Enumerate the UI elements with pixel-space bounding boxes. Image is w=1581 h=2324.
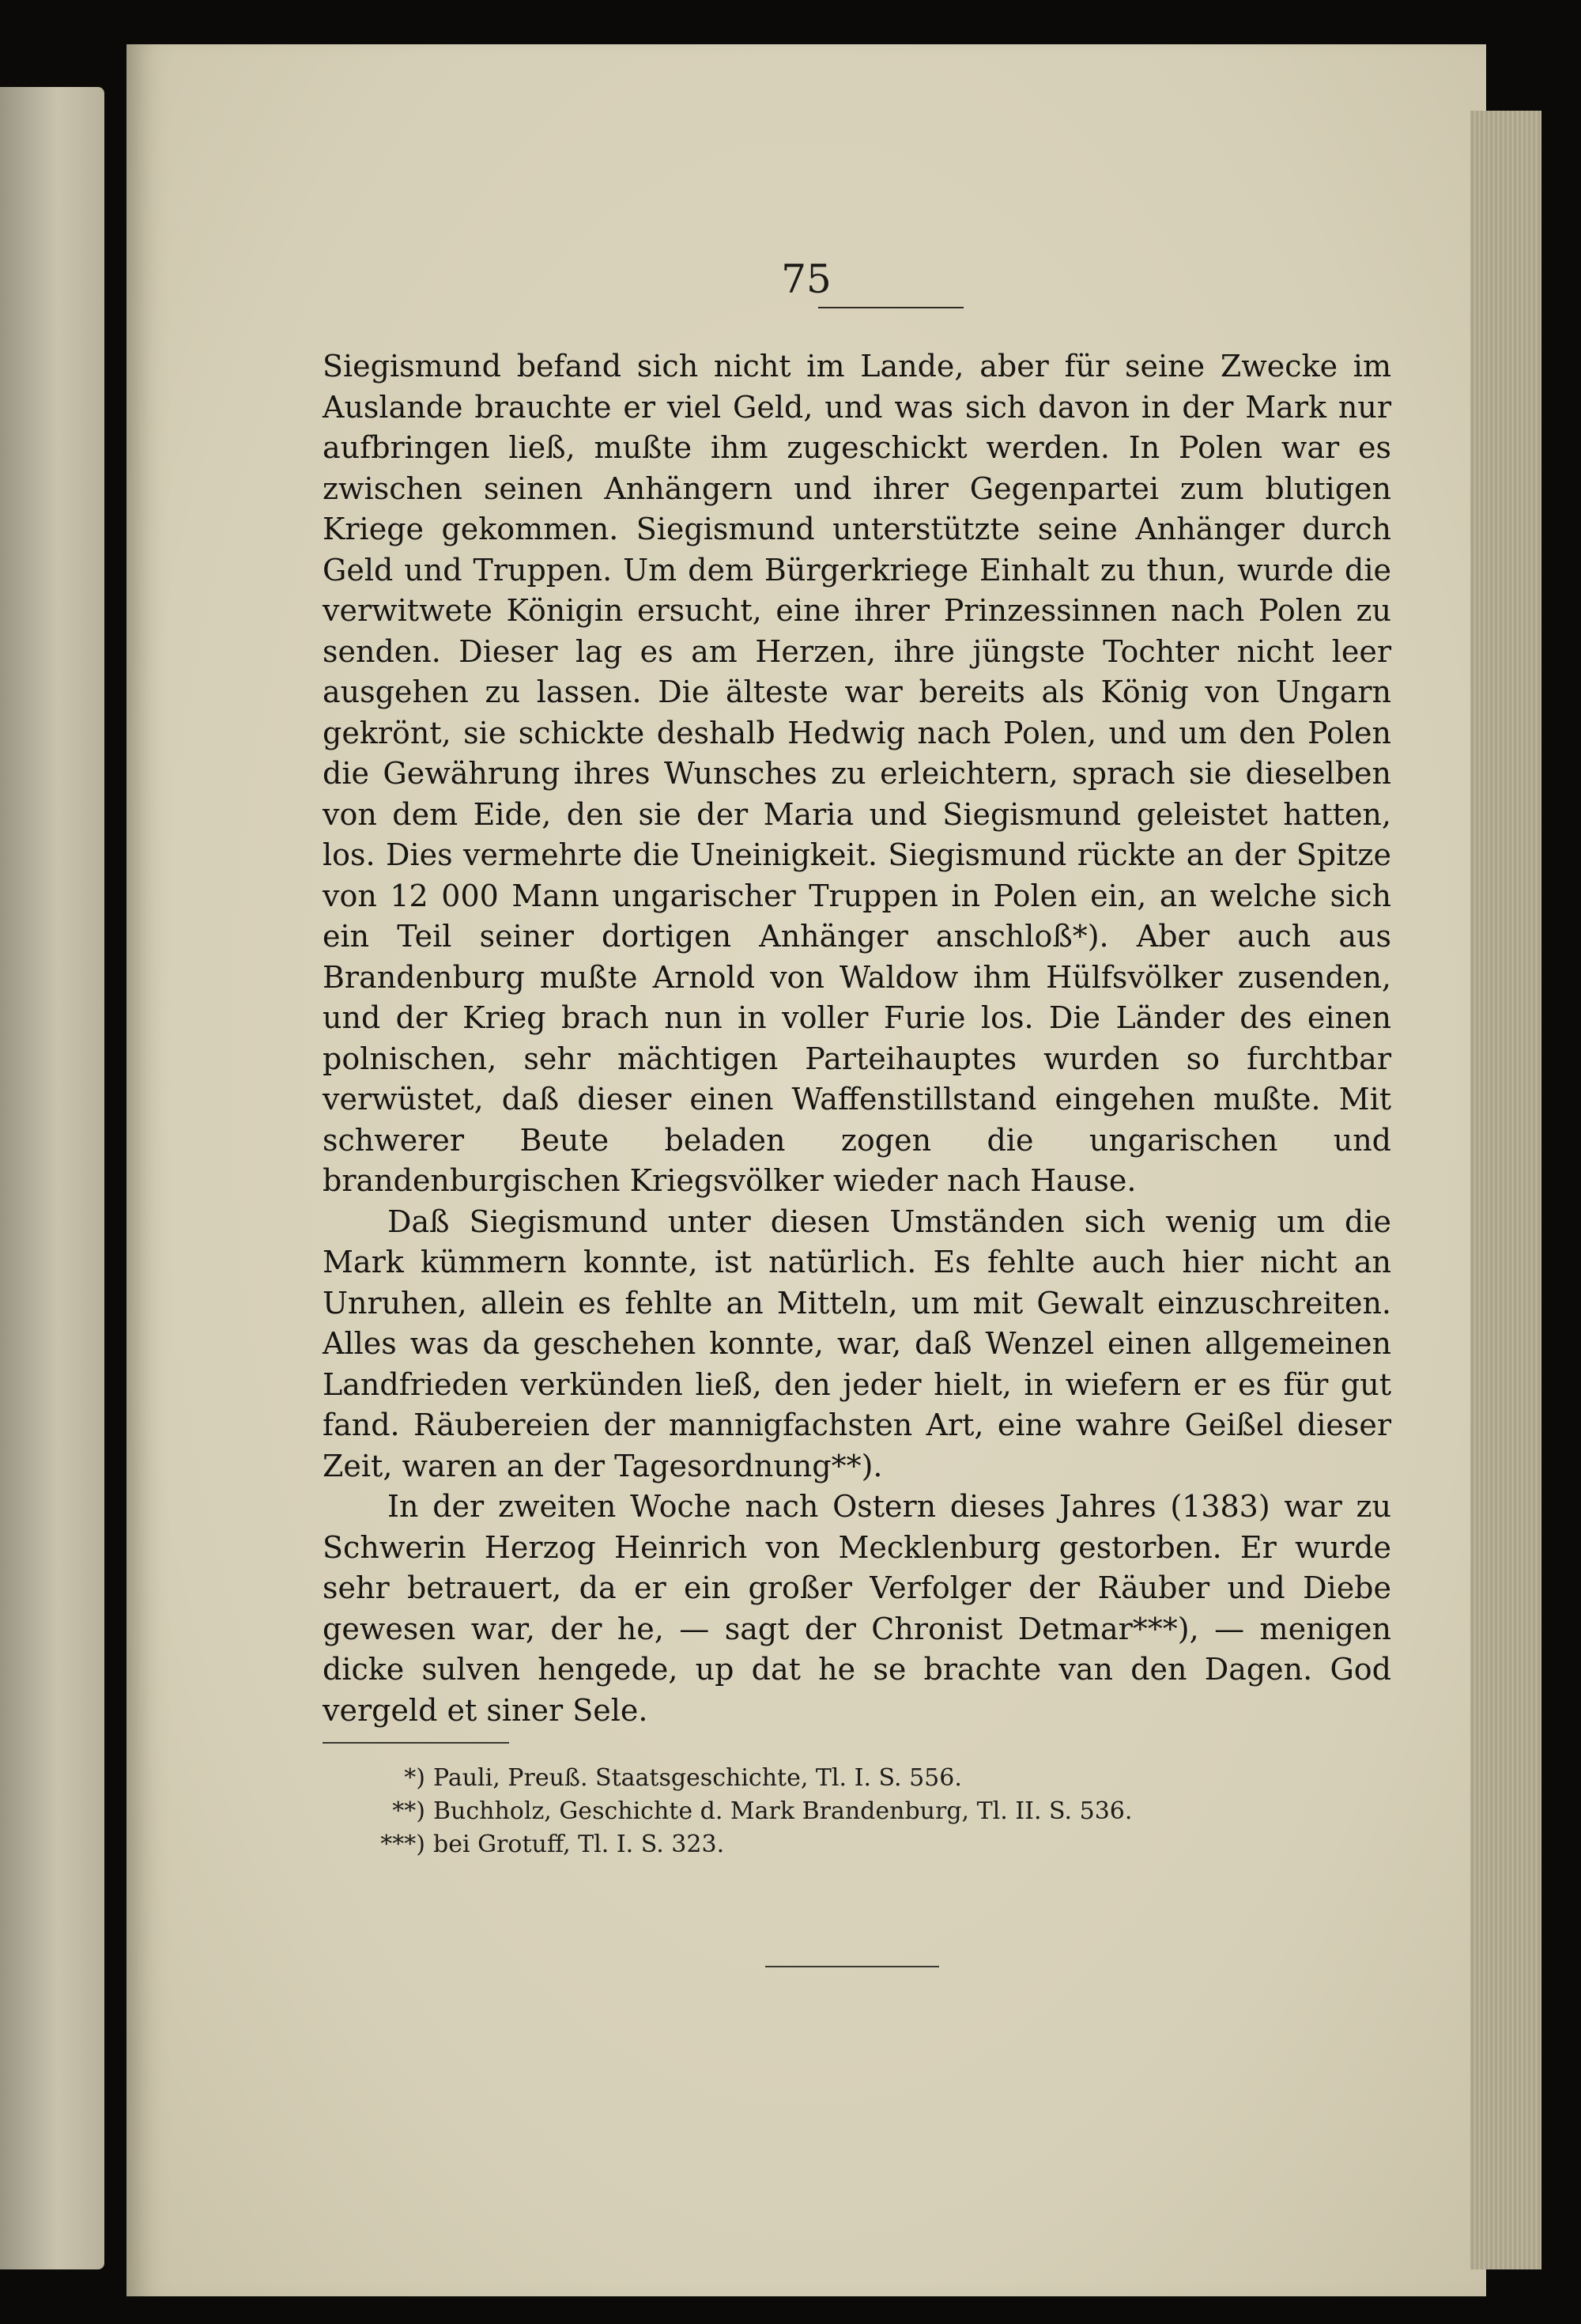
book-page [126,44,1486,2296]
facing-page-edge [0,87,104,2269]
body-text [323,346,1391,1731]
footnote-mark: ***) [380,1831,425,1858]
footnote-text: Pauli, Preuß. Staatsgeschichte, Tl. I. S. 556. [433,1764,962,1792]
end-rule [765,1966,939,1967]
paragraph-3: In der zweiten Woche nach Ostern dieses Jahres (1383) war zu Schwerin Herzog Heinrich von Mecklenburg gestorben. Er wurde sehr betrauert, da er ein großer Verfolger der Räuber und Diebe gewesen war, der he, — sagt der Chronist Detmar***), — menigen dicke sulven hengede, up dat he se brachte van den Dagen. God vergeld et siner Sele. [323,1489,1391,1728]
footnote-1 [356,1762,1344,1795]
paragraph-2: Daß Siegismund unter diesen Umständen sich wenig um die Mark kümmern konnte, ist natürlich. Es fehlte auch hier nicht an Unruhen, allein es fehlte an Mitteln, um mit Gewalt einzuschreiten. Alles was da geschehen konnte, war, daß Wenzel einen allgemeinen Landfrieden verkünden ließ, den jeder hielt, in wiefern er es für gut fand. Räubereien der mannigfachsten Art, eine wahre Geißel dieser Zeit, waren an der Tagesordnung**). [323,1204,1391,1483]
page-stack-edge [1470,111,1541,2269]
footnote-mark: *) [404,1764,425,1792]
footnote-separator [323,1742,509,1744]
footnote-2 [356,1795,1344,1828]
footnote-text: bei Grotuff, Tl. I. S. 323. [433,1831,725,1858]
footnote-mark: **) [392,1797,425,1825]
page-number: 75 [781,256,832,302]
page-number-rule [818,307,964,308]
footnote-3 [356,1828,1344,1861]
paragraph-1: Siegismund befand sich nicht im Lande, aber für seine Zwecke im Auslande brauchte er viel Geld, und was sich davon in der Mark nur aufbringen ließ, mußte ihm zugeschickt werden. In Polen war es zwischen seinen Anhängern und ihrer Gegenpartei zum blutigen Kriege gekommen. Siegismund unterstützte seine Anhänger durch Geld und Truppen. Um dem Bürgerkriege Einhalt zu thun, wurde die verwitwete Königin ersucht, eine ihrer Prinzessinnen nach Polen zu senden. Dieser lag es am Herzen, ihre jüngste Tochter nicht leer ausgehen zu lassen. Die älteste war bereits als König von Ungarn gekrönt, sie schickte deshalb Hedwig nach Polen, und um den Polen die Gewährung ihres Wunsches zu erleichtern, sprach sie dieselben von dem Eide, den sie der Maria und Siegismund geleistet hatten, los. Dies vermehrte die Uneinigkeit. Siegismund rückte an der Spitze von 12 000 Mann ungarischer Truppen in Polen ein, an welche sich ein Teil seiner dortigen Anhänger anschloß*). Aber auch aus Brandenburg mußte Arnold von Waldow ihm Hülfsvölker zusenden, und der Krieg brach nun in voller Furie los. Die Länder des einen polnischen, sehr mächtigen Parteihauptes wurden so furchtbar verwüstet, daß dieser einen Waffenstillstand eingehen mußte. Mit schwerer Beute beladen zogen die ungarischen und brandenburgischen Kriegsvölker wieder nach Hause. [323,349,1391,1198]
footnote-text: Buchholz, Geschichte d. Mark Brandenburg, Tl. II. S. 536. [433,1797,1133,1825]
footnotes [356,1762,1344,1861]
